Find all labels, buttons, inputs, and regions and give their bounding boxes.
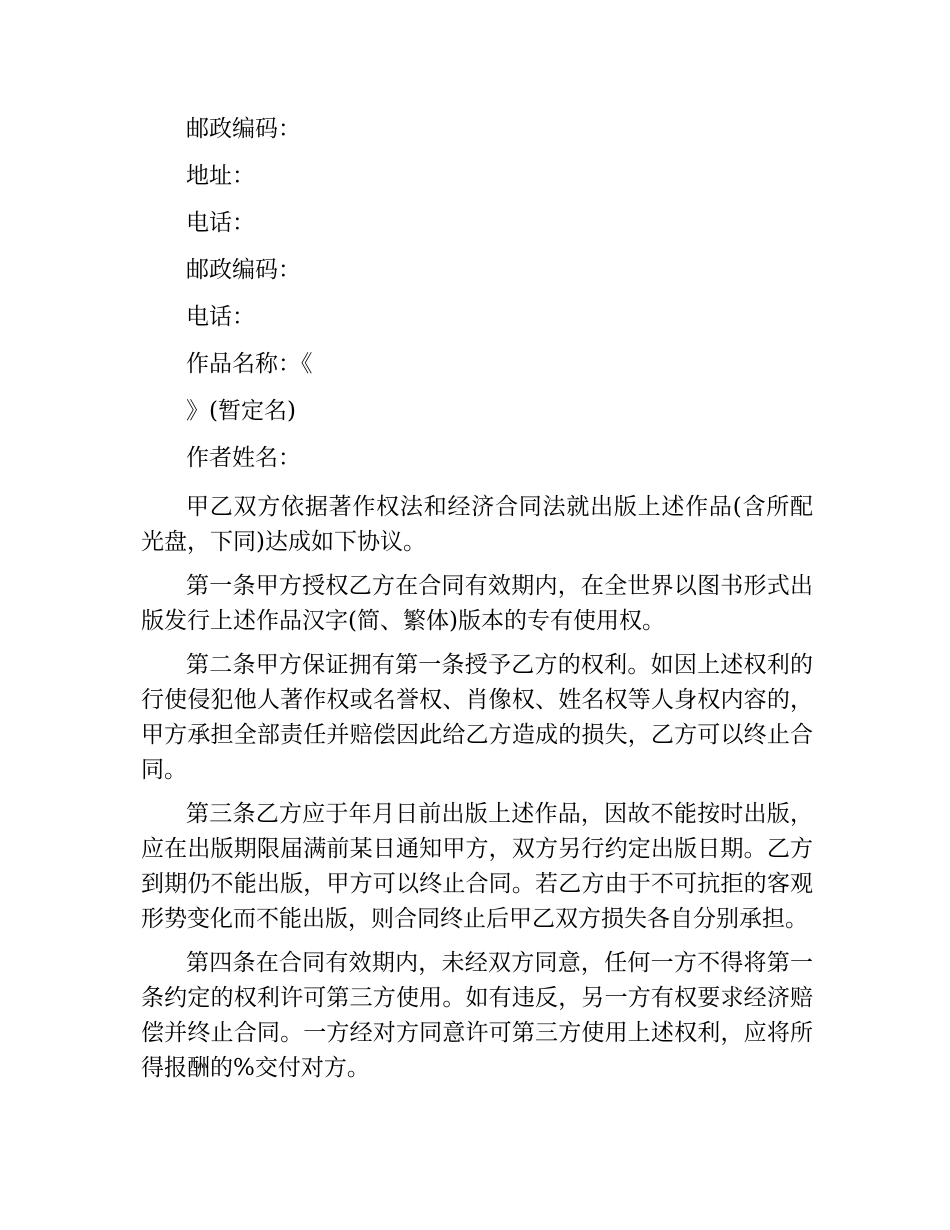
postal-code-label-2: 邮政编码： bbox=[186, 257, 301, 283]
article-3: 第三条乙方应于年月日前出版上述作品，因故不能按时出版，应在出版期限届满前某日通知甲方，双方另行约定出版日期。乙方到期仍不能出版，甲方可以终止合同。若乙方由于不可抗拒的客观形势变化而不能出版，则合同终止后甲乙双方损失各自分别承担。 bbox=[141, 801, 813, 932]
document-body bbox=[141, 106, 813, 1095]
article-2: 第二条甲方保证拥有第一条授予乙方的权利。如因上述权利的行使侵犯他人著作权或名誉权、肖像权、姓名权等人身权内容的，甲方承担全部责任并赔偿因此给乙方造成的损失，乙方可以终止合同。 bbox=[141, 652, 813, 783]
author-name-label: 作者姓名： bbox=[186, 445, 301, 471]
postal-code-label: 邮政编码： bbox=[186, 116, 301, 142]
phone-label: 电话： bbox=[186, 210, 255, 236]
work-title-tentative: 》(暂定名) bbox=[186, 398, 296, 424]
address-label: 地址： bbox=[186, 163, 255, 189]
article-4: 第四条在合同有效期内，未经双方同意，任何一方不得将第一条约定的权利许可第三方使用。如有违反，另一方有权要求经济赔偿并终止合同。一方经对方同意许可第三方使用上述权利，应将所得报酬的%交付对方。 bbox=[141, 950, 813, 1081]
work-title-label: 作品名称：《 bbox=[186, 351, 313, 377]
agreement-preamble: 甲乙双方依据著作权法和经济合同法就出版上述作品(含所配光盘，下同)达成如下协议。 bbox=[141, 494, 813, 555]
phone-label-2: 电话： bbox=[186, 304, 255, 330]
article-1: 第一条甲方授权乙方在合同有效期内，在全世界以图书形式出版发行上述作品汉字(简、繁体)版本的专有使用权。 bbox=[141, 573, 813, 634]
